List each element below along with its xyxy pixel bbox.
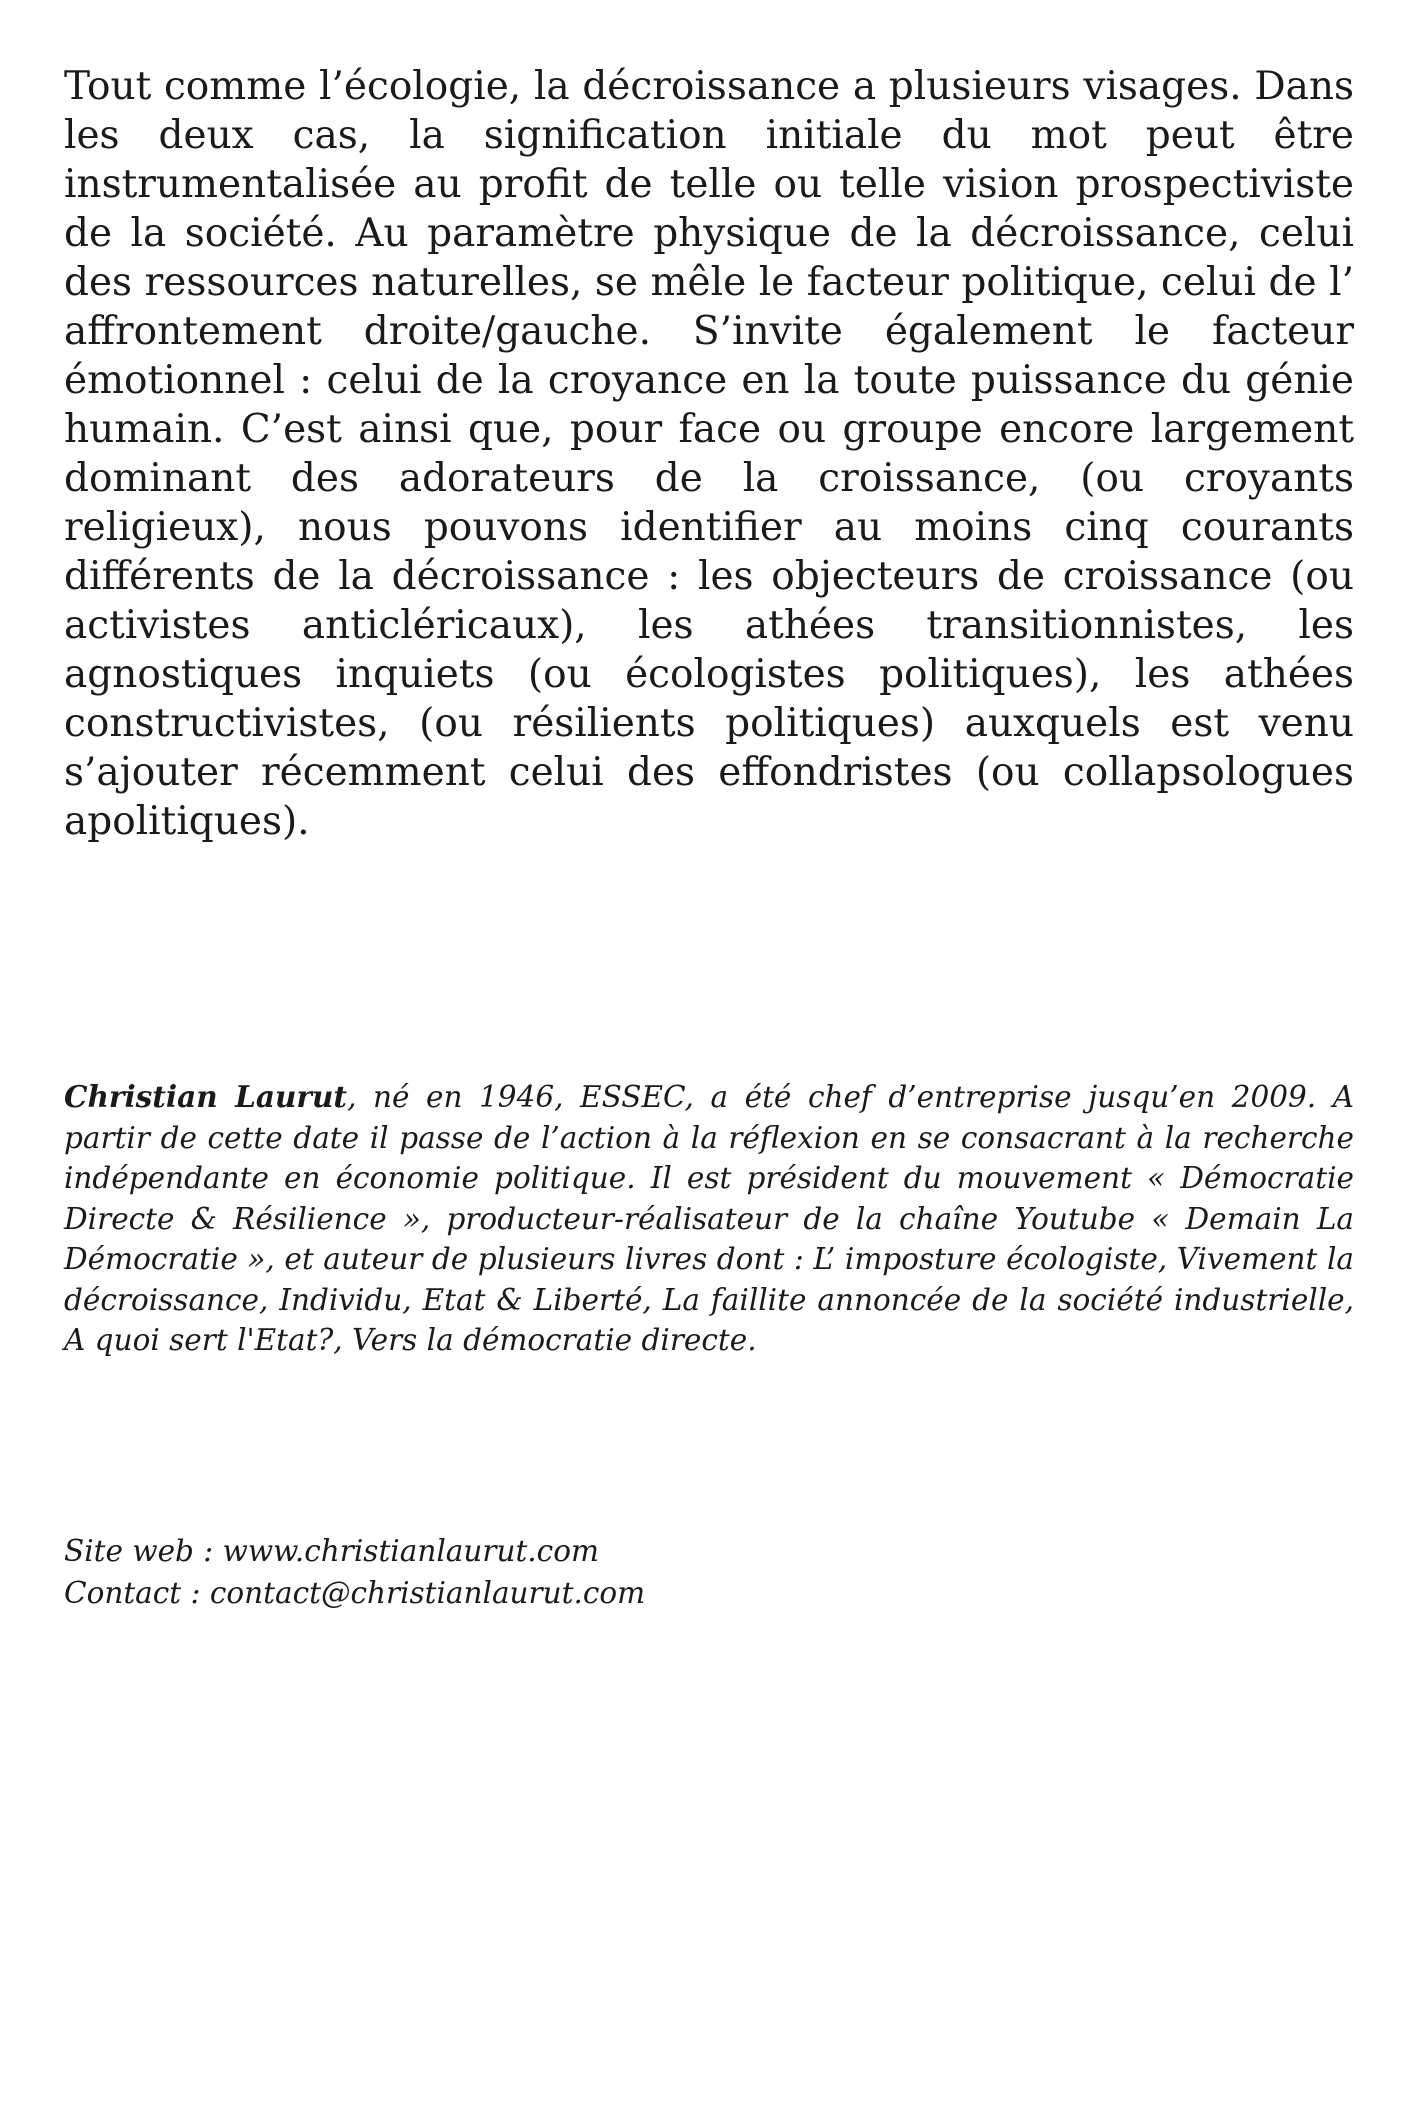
main-paragraph: Tout comme l’écologie, la décroissance a plusieurs visages. Dans les deux cas, la signification initiale du mot peut être instrumentalisée au profit de telle ou telle vision prospectiviste de la société. Au paramètre physique de la décroissance, celui des ressources naturelles, se mêle le facteur politique, celui de l’ affrontement droite/gauche. S’invite également le facteur émotionnel : celui de la croyance en la toute puissance du génie humain. C’est ainsi que, pour face ou groupe encore largement dominant des adorateurs de la croissance, (ou croyants religieux), nous pouvons identifier au moins cinq courants différents de la décroissance : les objecteurs de croissance (ou activistes anticléricaux), les athées transitionnistes, les agnostiques inquiets (ou écologistes politiques), les athées constructivistes, (ou résilients politiques) auxquels est venu s’ajouter récemment celui des effondristes (ou collapsologues apolitiques).	[64, 64, 1354, 844]
contact-block	[64, 1530, 645, 1614]
author-bio	[64, 1077, 1354, 1361]
author-name: Christian Laurut	[64, 1079, 348, 1114]
page-content	[64, 62, 1354, 1610]
website-line: Site web : www.christianlaurut.com	[64, 1534, 599, 1568]
contact-email-line: Contact : contact@christianlaurut.com	[64, 1576, 646, 1610]
author-bio-text: , né en 1946, ESSEC, a été chef d’entreprise jusqu’en 2009. A partir de cette date il passe de l’action à la réflexion en se consacrant à la recherche indépendante en économie politique. Il est président du mouvement « Démocratie Directe & Résilience », producteur-réalisateur de la chaîne Youtube « Demain La Démocratie », et auteur de plusieurs livres dont : L’ imposture écologiste, Vivement la décroissance, Individu, Etat & Liberté, La faillite annoncée de la société industrielle, A quoi sert l'Etat?, Vers la démocratie directe.	[64, 1080, 1354, 1357]
